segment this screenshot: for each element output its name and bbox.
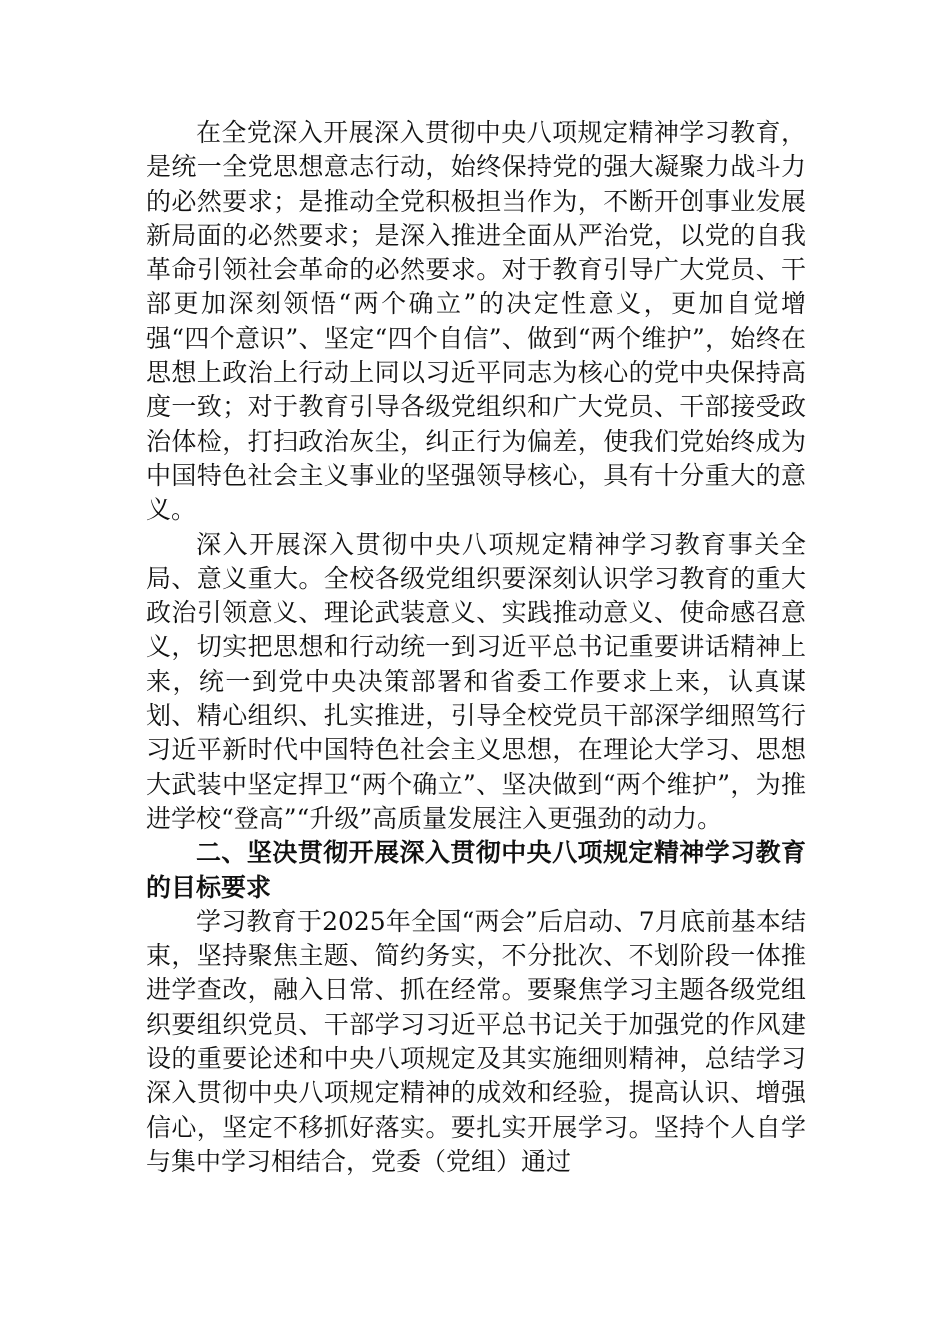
body-paragraph-3: 学习教育于2025年全国“两会”后启动、7月底前基本结束，坚持聚焦主题、简约务实，不分批次、不划阶段一体推进学查改，融入日常、抓在经常。要聚焦学习主题各级党组织要组织党员、干部学习习近平总书记关于加强党的作风建设的重要论述和中央八项规定及其实施细则精神，总结学习深入贯彻中央八项规定精神的成效和经验，提高认识、增强信心，坚定不移抓好落实。要扎实开展学习。坚持个人自学与集中学习相结合，党委（党组）通过 (146, 906, 806, 1176)
body-paragraph-2: 深入开展深入贯彻中央八项规定精神学习教育事关全局、意义重大。全校各级党组织要深刻认识学习教育的重大政治引领意义、理论武装意义、实践推动意义、使命感召意义，切实把思想和行动统一到习近平总书记重要讲话精神上来，统一到党中央决策部署和省委工作要求上来，认真谋划、精心组织、扎实推进，引导全校党员干部深学细照笃行习近平新时代中国特色社会主义思想，在理论大学习、思想大武装中坚定捍卫“两个确立”、坚决做到“两个维护”，为推进学校“登高”“升级”高质量发展注入更强劲的动力。 (146, 529, 806, 833)
section-heading: 二、坚决贯彻开展深入贯彻中央八项规定精神学习教育的目标要求 (146, 838, 806, 902)
body-paragraph-1: 在全党深入开展深入贯彻中央八项规定精神学习教育，是统一全党思想意志行动，始终保持党的强大凝聚力战斗力的必然要求；是推动全党积极担当作为，不断开创事业发展新局面的必然要求；是深入推进全面从严治党，以党的自我革命引领社会革命的必然要求。对于教育引导广大党员、干部更加深刻领悟“两个确立”的决定性意义，更加自觉增强“四个意识”、坚定“四个自信”、做到“两个维护”，始终在思想上政治上行动上同以习近平同志为核心的党中央保持高度一致；对于教育引导各级党组织和广大党员、干部接受政治体检，打扫政治灰尘，纠正行为偏差，使我们党始终成为中国特色社会主义事业的坚强领导核心，具有十分重大的意义。 (146, 118, 806, 525)
document-body (146, 116, 806, 1179)
